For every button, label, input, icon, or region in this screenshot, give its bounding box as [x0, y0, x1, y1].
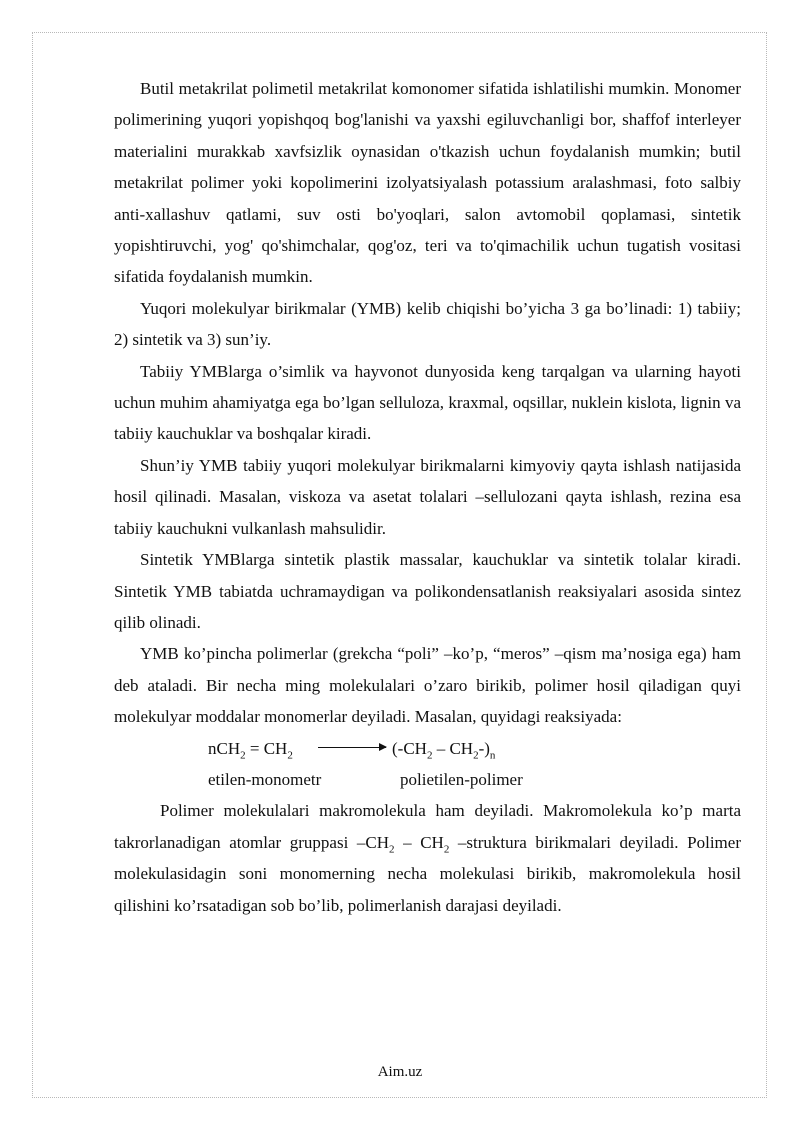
reaction-reactant: $nCH_2 = CH_2$	[208, 738, 293, 761]
reactant-label: etilen-monometr	[208, 769, 322, 789]
paragraph-polymers: YMB ko’pincha polimerlar (grekcha “poli” –ko’p, “meros” –qism ma’nosiga ega) ham deb ataladi. Bir necha ming molekulalari o’zaro birikib, polimer hosil qiladigan quyi molekulyar moddalar monomerlar deyiladi. Masalan, quyidagi reaksiyada:	[114, 644, 741, 727]
paragraph-artificial-ymb: Shun’iy YMB tabiiy yuqori molekulyar birikmalarni kimyoviy qayta ishlash natijasida hosil qilinadi. Masalan, viskoza va asetat tolalari –sellulozani qayta ishlash, rezina esa tabiiy kauchukni vulkanlash mahsulidir.	[114, 455, 741, 538]
paragraph-macromolecule: Polimer molekulalari makromolekula ham deyiladi. Makromolekula ko’p marta takrorlanadigan atomlar gruppasi $-CH_2 - CH_2$ –struktura birikmalari deyiladi. Polimer molekulasidagin soni monomerning necha molekulasi birikib, makromolekula hosil qilishini ko’rsatadigan sob bo’lib, polimerlanish darajasi deyiladi.	[114, 801, 741, 915]
paragraph-natural-ymb: Tabiiy YMBlarga o’simlik va hayvonot dunyosida keng tarqalgan va ularning hayoti uchun muhim ahamiyatga ega bo’lgan selluloza, kraxmal, oqsillar, nuklein kislota, lignin va tabiiy kauchuklar va boshqalar kiradi.	[114, 361, 741, 444]
footer-site: Aim.uz	[377, 1064, 423, 1080]
reaction-labels	[114, 764, 741, 795]
paragraph-ymb-origin: Yuqori molekulyar birikmalar (YMB) kelib chiqishi bo’yicha 3 ga bo’linadi: 1) tabiiy; 2) sintetik va 3) sun’iy.	[114, 298, 741, 350]
product-label: polietilen-polimer	[400, 769, 523, 789]
reaction-arrow-icon	[318, 747, 386, 748]
document-body	[114, 73, 741, 921]
reaction-product: $(-CH_2 - CH_2-)_n$	[392, 738, 496, 761]
paragraph-butyl-methacrylate: Butil metakrilat polimetil metakrilat komonomer sifatida ishlatilishi mumkin. Monomer polimerining yuqori yopishqoq bog'lanishi va yaxshi egiluvchanligi bor, shaffof interleyer materialini murakkab xavfsizlik oynasidan o'tkazish uchun foydalanish mumkin; butil metakrilat polimer yoki kopolimerini izolyatsiyalash potassium aralashmasi, foto salbiy anti-xallashuv qatlami, suv osti bo'yoqlari, salon avtomobil qoplamasi, sintetik yopishtiruvchi, yog' qo'shimchalar, qog'oz, teri va to'qimachilik uchun tugatish vositasi sifatida foydalanish mumkin.	[114, 79, 741, 287]
reaction-equation	[114, 733, 741, 764]
paragraph-synthetic-ymb: Sintetik YMBlarga sintetik plastik massalar, kauchuklar va sintetik tolalar kiradi. Sintetik YMB tabiatda uchramaydigan va polikondensatlanish reaksiyalari asosida sintez qilib olinadi.	[114, 550, 741, 632]
